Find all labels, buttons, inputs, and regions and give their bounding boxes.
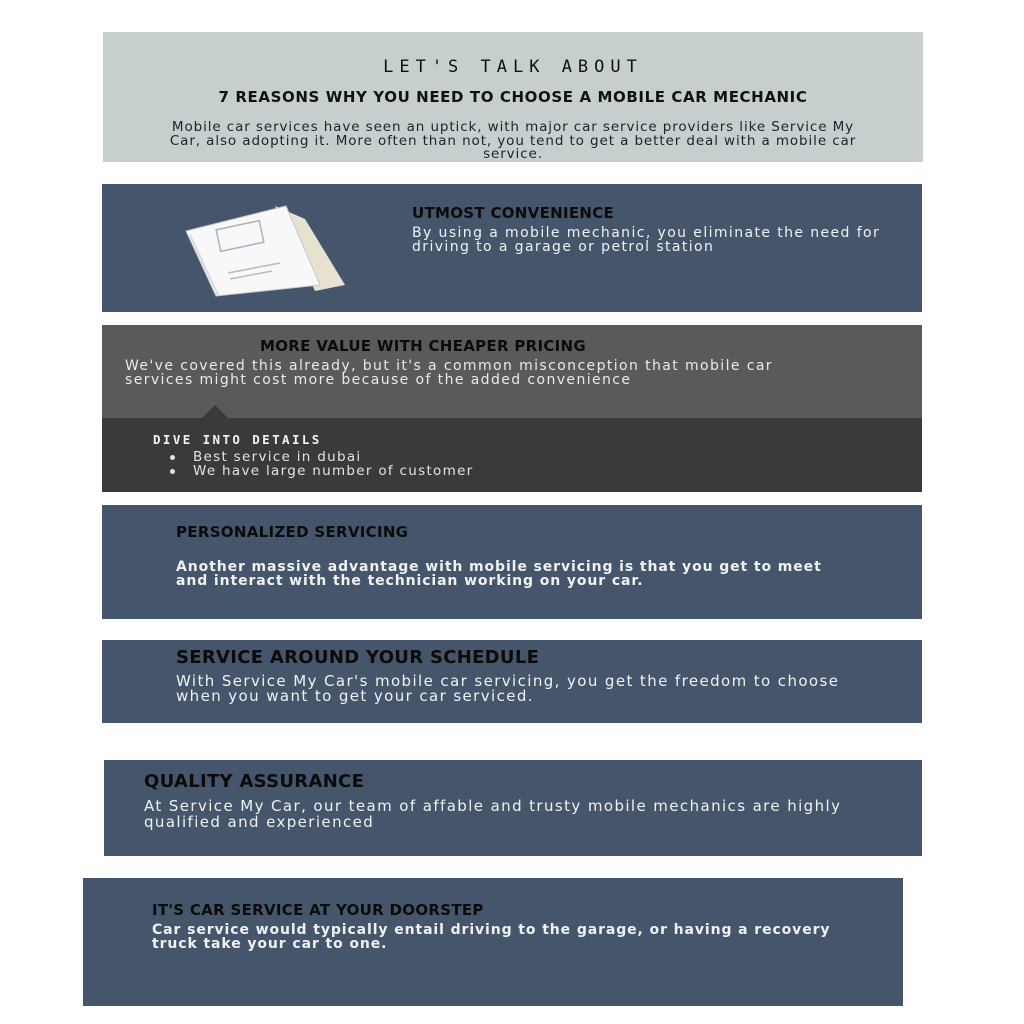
personalized-title: PERSONALIZED SERVICING bbox=[176, 523, 409, 541]
convenience-title: UTMOST CONVENIENCE bbox=[412, 204, 615, 222]
doorstep-body: Car service would typically entail driving to the garage, or having a recovery truck take your car to one. bbox=[152, 922, 831, 952]
pricing-title: MORE VALUE WITH CHEAPER PRICING bbox=[260, 337, 587, 355]
header-kicker: LET'S TALK ABOUT bbox=[383, 57, 643, 77]
list-item: We have large number of customer bbox=[168, 464, 474, 478]
personalized-body: Another massive advantage with mobile servicing is that you get to meet and interact with the technician working on your car. bbox=[176, 559, 822, 589]
quality-title: QUALITY ASSURANCE bbox=[144, 771, 365, 792]
schedule-body: With Service My Car's mobile car servicing, you get the freedom to choose when you want to get your car serviced. bbox=[176, 672, 840, 705]
document-icon bbox=[180, 203, 350, 299]
convenience-body: By using a mobile mechanic, you eliminate the need for driving to a garage or petrol station bbox=[412, 225, 881, 255]
list-item: Best service in dubai bbox=[168, 450, 474, 464]
callout-caret bbox=[202, 405, 228, 418]
details-list bbox=[168, 450, 474, 478]
schedule-title: SERVICE AROUND YOUR SCHEDULE bbox=[176, 647, 540, 668]
quality-body: At Service My Car, our team of affable and trusty mobile mechanics are highly qualified and experienced bbox=[144, 797, 842, 831]
pricing-body: We've covered this already, but it's a common misconception that mobile car services might cost more because of the added convenience bbox=[125, 358, 773, 388]
details-title: DIVE INTO DETAILS bbox=[153, 432, 322, 447]
doorstep-title: IT'S CAR SERVICE AT YOUR DOORSTEP bbox=[152, 901, 484, 919]
page-title: 7 REASONS WHY YOU NEED TO CHOOSE A MOBILE CAR MECHANIC bbox=[218, 88, 808, 106]
intro-paragraph: Mobile car services have seen an uptick, with major car service providers like Service My Car, also adopting it. More often than not, you tend to get a better deal with a mobile car service. bbox=[169, 119, 857, 162]
